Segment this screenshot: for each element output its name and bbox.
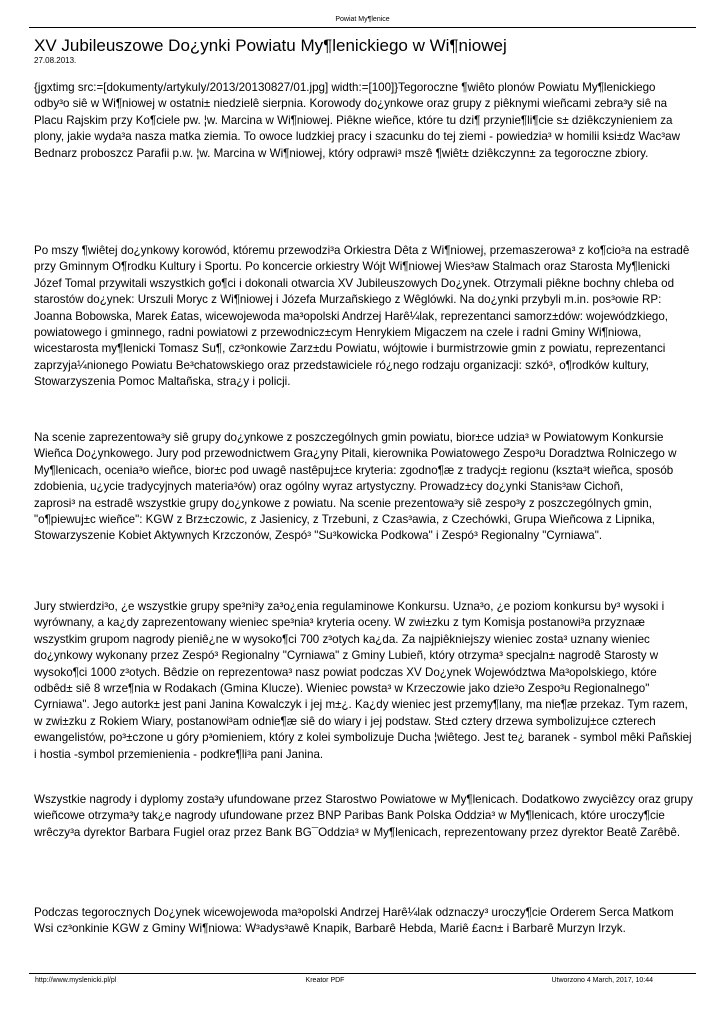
article-paragraph-5: Wszystkie nagrody i dyplomy zosta³y ufundowane przez Starostwo Powiatowe w My¶lenicach. Dodatkowo zwyciêzcy oraz grupy wieñcowe otrzyma³y tak¿e nagrody ufundowane przez BNP Paribas Bank Polska Oddzia³ w My¶lenicach, które uroczy¶cie wrêczy³a dyrektor Barbara Fugiel oraz przez Bank BG¯Oddzia³ w My¶lenicach, reprezentowany przez dyrektor Beatê Zarêbê. (34, 793, 693, 839)
article-paragraph-2: Po mszy ¶wiêtej do¿ynkowy korowód, któremu przewodzi³a Orkiestra Dêta z Wi¶niowej, przemaszerowa³ z ko¶cio³a na estradê przy Gminnym O¶rodku Kultury i Sportu. Po koncercie orkiestry Wójt Wi¶niowej Wies³aw Stalmach oraz Starosta My¶lenicki Józef Tomal przywitali wszystkich go¶ci i dokonali otwarcia XV Jubileuszowych Do¿ynek. Otrzymali piêkne bochny chleba od starostów do¿ynek: Urszuli Moryc z Wi¶niowej i Józefa Murzañskiego z Wêglówki. Na do¿ynki przybyli m.in. pos³owie RP: Joanna Bobowska, Marek £atas, wicewojewoda ma³opolski Andrzej Harê¼lak, reprezentanci samorz±dów: wojewódzkiego, powiatowego i gminnego, radni powiatowi z przewodnicz±cym Henrykiem Migaczem na czele i radni Gminy Wi¶niowa, wicestarosta my¶lenicki Tomasz Su¶, cz³onkowie Zarz±du Powiatu, wójtowie i burmistrzowie gmin z powiatu, reprezentanci zaprzyja¼nionego Powiatu Be³chatowskiego oraz przedstawiciele ró¿nego rodzaju organizacji: szkó³, o¶rodków kultury, Stowarzyszenia Pomoc Maltañska, stra¿y i policji. (34, 244, 690, 389)
footer-generator: Kreator PDF (305, 977, 345, 984)
footer-url: http://www.myslenicki.pl/pl (35, 977, 117, 984)
article-title: XV Jubileuszowe Do¿ynki Powiatu My¶lenickiego w Wi¶niowej (34, 36, 507, 55)
article-paragraph-1: {jgxtimg src:=[dokumenty/artykuly/2013/20130827/01.jpg] width:=[100]}Tegoroczne ¶wiêto plonów Powiatu My¶lenickiego odby³o siê w Wi¶niowej w ostatni± niedzielê sierpnia. Korowody do¿ynkowe oraz grupy z piêknymi wieñcami zebra³y siê na Placu Rajskim przy Ko¶ciele pw. ¦w. Marcina w Wi¶niowej. Piêkne wieñce, które tu dzi¶ przynie¶li¶cie s± dziêkczynieniem za plony, jakie wyda³a nasza matka ziemia. To owoce ludzkiej pracy i szacunku do tej ziemi - powiedzia³ w homilii ksi±dz Wac³aw Bednarz proboszcz Parafii p.w. ¦w. Marcina w Wi¶niowej, który odprawi³ mszê ¶wiêt± dziêkczynn± za tegoroczne zbiory. (34, 81, 680, 160)
header-divider (29, 27, 696, 28)
article-paragraph-3: Na scenie zaprezentowa³y siê grupy do¿ynkowe z poszczególnych gmin powiatu, bior±ce udzia³ w Powiatowym Konkursie Wieñca Do¿ynkowego. Jury pod przewodnictwem Gra¿yny Pitali, kierownika Powiatowego Zespo³u Doradztwa Rolniczego w My¶lenicach, ocenia³o wieñce, bior±c pod uwagê nastêpuj±ce kryteria: zgodno¶æ z tradycj± regionu (kszta³t wieñca, sposób zdobienia, u¿ycie tradycyjnych materia³ów) oraz ogólny wyraz artystyczny. Prowadz±cy do¿ynki Stanis³aw Cichoñ, zaprosi³ na estradê wszystkie grupy do¿ynkowe z powiatu. Na scenie prezentowa³y siê zespo³y z poszczególnych gmin, "o¶piewuj±c wieñce": KGW z Brz±czowic, z Jasienicy, z Trzebuni, z Czas³awia, z Czechówki, Grupa Wieñcowa z Lipnika, Stowarzyszenie Kobiet Aktywnych Krzczonów, Zespó³ "Su³kowicka Podkowa" i Zespó³ Regionalny "Cyrniawa". (34, 431, 677, 543)
article-date: 27.08.2013. (34, 56, 77, 65)
article-paragraph-6: Podczas tegorocznych Do¿ynek wicewojewoda ma³opolski Andrzej Harê¼lak odznaczy³ uroczy¶cie Orderem Serca Matkom Wsi cz³onkinie KGW z Gminy Wi¶niowa: W³adys³awê Knapik, Barbarê Hebda, Mariê £acn± i Barbarê Murzyn Irzyk. (34, 906, 674, 936)
article-paragraph-4: Jury stwierdzi³o, ¿e wszystkie grupy spe³ni³y za³o¿enia regulaminowe Konkursu. Uzna³o, ¿e poziom konkursu by³ wysoki i wyrównany, a ka¿dy zaprezentowany wieniec spe³nia³ kryteria oceny. W zwi±zku z tym Komisja postanowi³a przyznaæ wszystkim grupom nagrody pieniê¿ne w wysoko¶ci 700 z³otych ka¿da. Za najpiêkniejszy wieniec zosta³ uznany wieniec do¿ynkowy wykonany przez Zespó³ Regionalny "Cyrniawa" z Gminy Lubieñ, który otrzyma³ specjaln± nagrodê Starosty w wysoko¶ci 1000 z³otych. Bêdzie on reprezentowa³ nasz powiat podczas XV Do¿ynek Województwa Ma³opolskiego, które odbêd± siê 8 wrze¶nia w Rodakach (Gmina Klucze). Wieniec powsta³ w Krzeczowie jako dzie³o Zespo³u Regionalnego" Cyrniawa". Jego autork± jest pani Janina Kowalczyk i jej m±¿. Ka¿dy wieniec jest przemy¶lany, ma nie¶æ przekaz. Tym razem, w zwi±zku z Rokiem Wiary, postanowi³am odnie¶æ siê do wiary i jej podstaw. St±d cztery drzewa symbolizuj±ce czterech ewangelistów, po³±czone u góry p³omieniem, który z kolei symbolizuje Ducha ¦wiêtego. Jest te¿ baranek - symbol mêki Pañskiej i hostia -symbol przemienienia - podkre¶li³a pani Janina. (34, 600, 692, 761)
footer-created: Utworzono 4 March, 2017, 10:44 (551, 977, 653, 984)
footer-divider (29, 973, 696, 974)
page-header-site: Powiat My¶lenice (335, 16, 390, 23)
